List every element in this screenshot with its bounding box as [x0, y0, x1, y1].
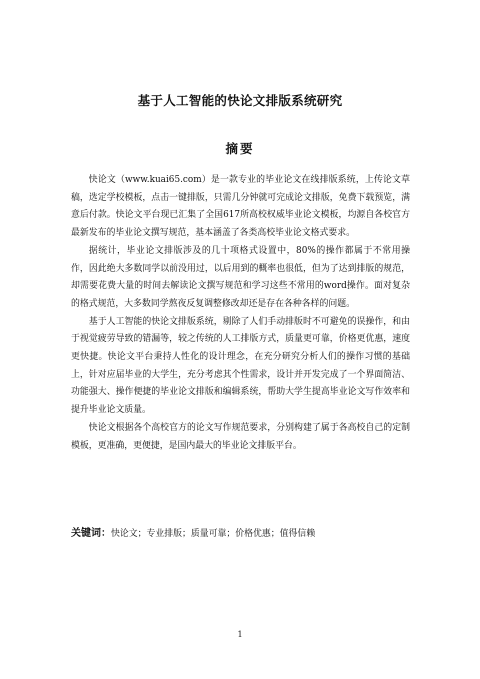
- page-number: 1: [237, 630, 243, 639]
- document-title: 基于人工智能的快论文排版系统研究: [137, 93, 343, 108]
- abstract-paragraph: 基于人工智能的快论文排版系统，剔除了人们手动排版时不可避免的误操作，和由于视觉疲劳导致的错漏等，较之传统的人工排版方式，质量更可靠，价格更优惠，速度更快捷。快论文平台秉持人性化的设计理念，在充分研究分析人们的操作习惯的基础上，针对应届毕业的大学生，充分考虑其个性需求，设计并开发完成了一个界面简洁、功能强大、操作便捷的毕业论文排版和编辑系统，帮助大学生提高毕业论文写作效率和提升毕业论文质量。: [71, 316, 410, 416]
- abstract-paragraph: 快论文（www.kuai65.com）是一款专业的毕业论文在线排版系统，上传论文草稿，选定学校模板，点击一键排版，只需几分钟就可完成论文排版，免费下载预览，满意后付款。快论文平台现已汇集了全国617所高校权威毕业论文模板，均源自各校官方最新发布的毕业论文撰写规范，基本涵盖了各类高校毕业论文格式要求。: [71, 175, 410, 239]
- keywords-line: [71, 525, 410, 543]
- abstract-paragraph: 据统计，毕业论文排版涉及的几十项格式设置中，80%的操作都属于不常用操作，因此绝大多数同学以前没用过，以后用到的概率也很低，但为了达到排版的规范，却需要花费大量的时间去解读论文撰写规范和学习这些不常用的word操作。面对复杂的格式规范，大多数同学熬夜反复调整修改却还是存在各种各样的问题。: [71, 245, 410, 309]
- abstract-heading: 摘要: [225, 141, 255, 156]
- keywords-label: 关键词：: [71, 528, 111, 539]
- abstract-body: [71, 172, 410, 455]
- abstract-paragraph: 快论文根据各个高校官方的论文写作规范要求，分别构建了属于各高校自己的定制模板，更准确，更便捷，是国内最大的毕业论文排版平台。: [71, 422, 410, 451]
- keywords-list: 快论文；专业排版；质量可靠；价格优惠；值得信赖: [111, 529, 316, 539]
